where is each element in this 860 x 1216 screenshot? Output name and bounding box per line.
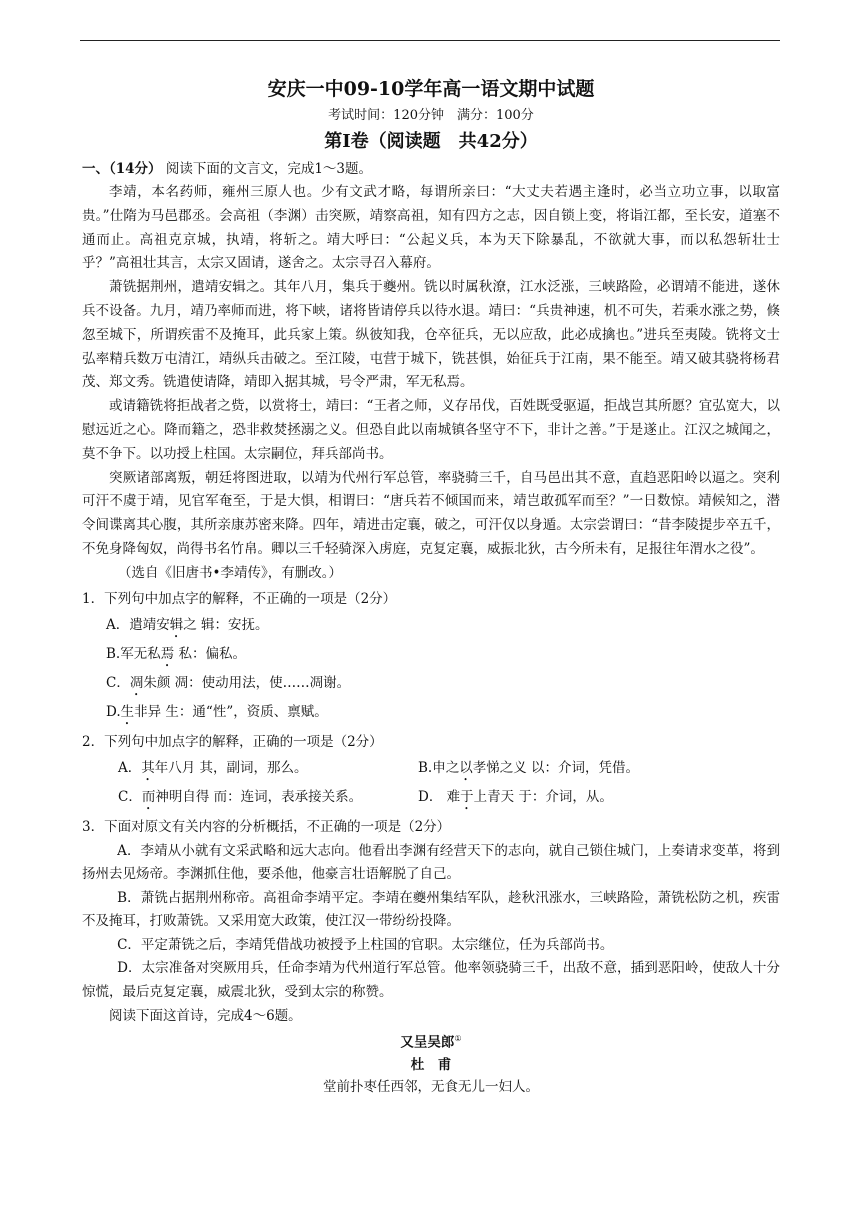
footnote-mark: ① bbox=[454, 1034, 462, 1044]
option-text: D. bbox=[106, 703, 121, 720]
passage-paragraph: 萧铣据荆州，遣靖安辑之。其年八月，集兵于夔州。铣以时属秋潦，江水泛涨，三峡路险，必谓靖不能进，遂休兵不设备。九月，靖乃率师而进，将下峡，诸将皆请停兵以待水退。靖曰：“兵贵神速，机不可失，若乘水涨之势，倏忽至城下，所谓疾雷不及掩耳，此兵家上策。纵彼知我，仓卒征兵，无以应敌，此必成擒也。”进兵至夷陵。铣将文士弘率精兵数万屯清江，靖纵兵击破之。至江陵，屯营于城下，铣甚惧，始征兵于江南，果不能至。靖又破其骁将杨君茂、郑文秀。铣遣使请降，靖即入据其城，号令严肃，军无私焉。 bbox=[82, 279, 780, 391]
option-d: D．太宗准备对突厥用兵，任命李靖为代州道行军总管。他率领骁骑三千，出敌不意，插到恶阳岭，使敌人十分惊慌，最后克复定襄，威震北狄，受到太宗的称赞。 bbox=[82, 960, 780, 1000]
option-text: A． bbox=[118, 759, 142, 776]
option-text: 私：偏私。 bbox=[174, 645, 247, 662]
option-text: B.申之 bbox=[418, 759, 460, 776]
option-text: 年八月 其，副词，那么。 bbox=[154, 759, 308, 776]
option-d bbox=[82, 699, 780, 728]
question-stem: 2．下列句中加点字的解释，正确的一项是（2分） bbox=[82, 733, 383, 750]
question-stem: 3．下面对原文有关内容的分析概括，不正确的一项是（2分） bbox=[82, 818, 451, 835]
option-text: A．遣靖安 bbox=[106, 616, 170, 633]
option-b: B．萧铣占据荆州称帝。高祖命李靖平定。李靖在夔州集结军队，趁秋汛涨水，三峡路险，萧铣松防之机，疾雷不及掩耳，打败萧铣。又采用宽大政策，使江汉一带纷纷投降。 bbox=[82, 889, 780, 930]
option-text: C． bbox=[118, 788, 142, 805]
question-2 bbox=[82, 730, 780, 813]
option-a: A．李靖从小就有文采武略和远大志向。他看出李渊有经营天下的志向，就自己锁住城门，上奏请求变革，将到扬州去见炀帝。李渊抓住他，要杀他，他豪言壮语解脱了自己。 bbox=[82, 842, 780, 883]
poem-instruction: 阅读下面这首诗，完成4～6题。 bbox=[109, 1008, 302, 1025]
option-text: B.军无私 bbox=[106, 645, 161, 662]
option-text: 之 辑：安抚。 bbox=[183, 616, 269, 633]
dotted-char: 其 bbox=[141, 759, 155, 776]
passage-paragraph: 李靖，本名药师，雍州三原人也。少有文武才略，每谓所亲曰：“大丈夫若遇主逢时，必当立功立事，以取富贵。”仕隋为马邑郡丞。会高祖（李渊）击突厥，靖察高祖，知有四方之志，因自锁上变，将诣江都，至长安，道塞不通而止。高祖克京城，执靖，将斩之。靖大呼曰：“公起义兵，本为天下除暴乱，不欲就大事，而以私怨斩壮士乎？”高祖壮其言，太宗又固请，遂舍之。太宗寻召入幕府。 bbox=[82, 184, 780, 272]
dotted-char: 生 bbox=[120, 703, 135, 720]
dotted-char: 而 bbox=[141, 788, 156, 805]
option-row bbox=[82, 755, 780, 784]
exam-title: 安庆一中09-10学年高一语文期中试题 bbox=[267, 78, 595, 100]
passage-paragraph: 突厥诸部离叛，朝廷将图进取，以靖为代州行军总管，率骁骑三千，自马邑出其不意，直趋恶阳岭以逼之。突利可汗不虞于靖，见官军奄至，于是大惧，相谓曰：“唐兵若不倾国而来，靖岂敢孤军而至？”一日数惊。靖候知之，潜令间谍离其心腹，其所亲康苏密来降。四年，靖进击定襄，破之，可汗仅以身遁。太宗尝谓曰：“昔李陵提步卒五千，不免身降匈奴，尚得书名竹帛。卿以三千轻骑深入虏庭，克复定襄，威振北狄，古今所未有，足报往年渭水之役”。 bbox=[82, 469, 780, 557]
option-text: 神明自得 而：连词，表承接关系。 bbox=[155, 788, 363, 805]
poem-author: 杜甫 bbox=[410, 1056, 465, 1073]
passage-paragraph: 或请籍铣将拒战者之赀，以赏将士，靖曰：“王者之师，义存吊伐，百姓既受驱逼，拒战岂其所愿？宜弘宽大，以慰远近之心。降而籍之，恐非救焚拯溺之义。但恐自此以南城镇各坚守不下，非计之善。”于是遂止。江汉之城闻之，莫不争下。以功授上柱国。太宗嗣位，拜兵部尚书。 bbox=[82, 398, 780, 462]
dotted-char: 焉 bbox=[160, 645, 175, 662]
option-d bbox=[418, 784, 718, 813]
poem-title-text: 又呈吴郎 bbox=[400, 1034, 455, 1051]
section-number: 一、（14分） bbox=[82, 161, 162, 177]
option-c: C．平定萧铣之后，李靖凭借战功被授予上柱国的官职。太宗继位，任为兵部尚书。 bbox=[117, 936, 614, 953]
option-c bbox=[118, 784, 418, 813]
option-row bbox=[82, 784, 780, 813]
poem-line: 堂前扑枣任西邻，无食无儿一妇人。 bbox=[323, 1078, 539, 1095]
option-text: C． bbox=[106, 674, 130, 691]
question-stem: 1．下列句中加点字的解释，不正确的一项是（2分） bbox=[82, 590, 397, 607]
header-rule bbox=[80, 40, 780, 41]
option-c bbox=[82, 670, 780, 699]
dotted-char: 于 bbox=[460, 788, 474, 805]
option-text: D． 难 bbox=[418, 788, 461, 805]
option-text: 非异 生：通“性”，资质、禀赋。 bbox=[134, 703, 328, 720]
section-instruction: 阅读下面的文言文，完成1～3题。 bbox=[161, 161, 373, 177]
dotted-char: 凋 bbox=[129, 674, 144, 691]
passage-source: （选自《旧唐书•李靖传》，有删改。） bbox=[118, 564, 342, 581]
option-text: 上青天 于：介词，从。 bbox=[473, 788, 613, 805]
exam-info: 考试时间：120分钟 满分：100分 bbox=[328, 108, 534, 123]
section-heading bbox=[82, 158, 780, 181]
question-1 bbox=[82, 587, 780, 728]
option-text: 孝悌之义 以：介词，凭借。 bbox=[472, 759, 640, 776]
part-title: 第Ⅰ卷（阅读题 共42分） bbox=[324, 131, 538, 152]
dotted-char: 以 bbox=[459, 759, 473, 776]
question-3 bbox=[82, 815, 780, 1005]
option-b bbox=[418, 755, 718, 784]
option-b bbox=[82, 641, 780, 670]
option-text: 朱颜 凋：使动用法，使……凋谢。 bbox=[143, 674, 351, 691]
poem-title bbox=[82, 1028, 780, 1054]
option-a bbox=[118, 755, 418, 784]
option-a bbox=[82, 612, 780, 641]
exam-content bbox=[82, 74, 780, 1098]
dotted-char: 辑 bbox=[169, 616, 184, 633]
